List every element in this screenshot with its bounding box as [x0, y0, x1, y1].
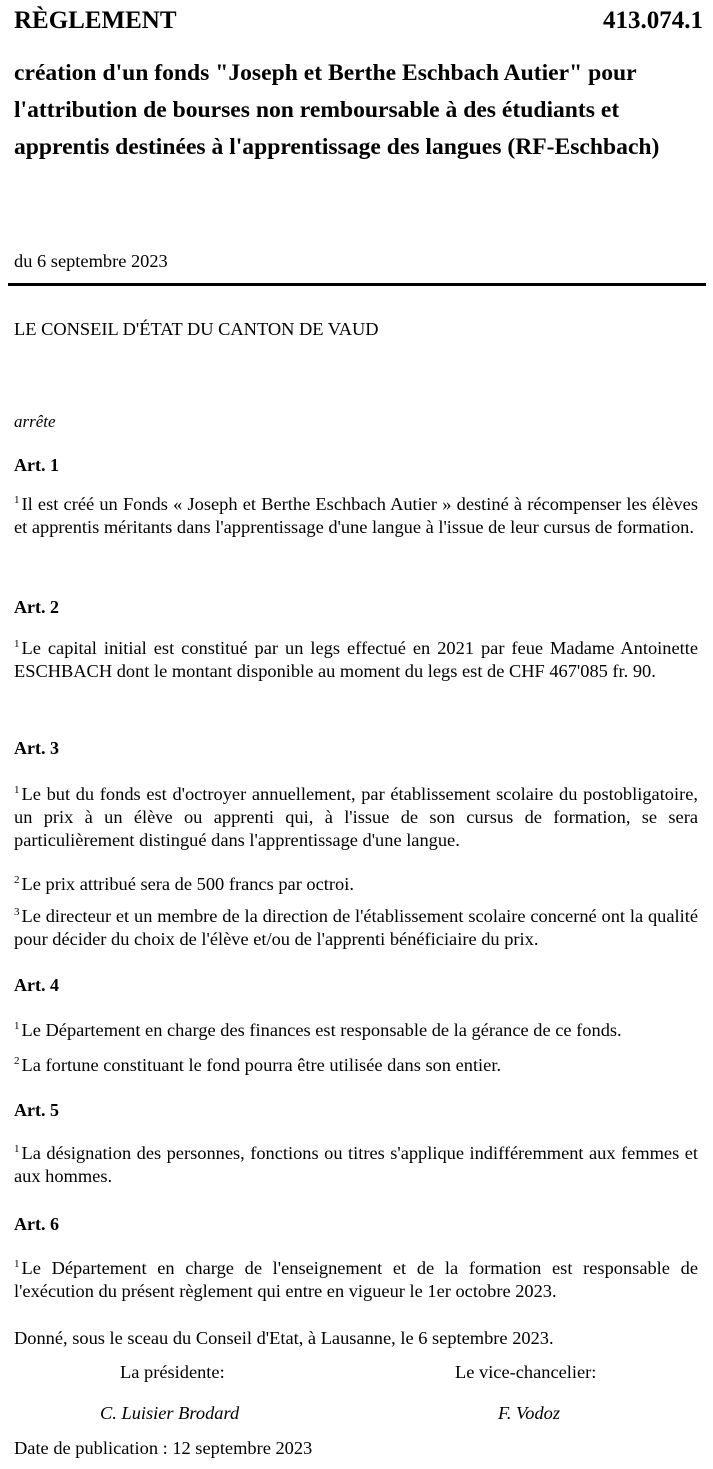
paragraph-text: Le directeur et un membre de la direction de l'établissement scolaire concerné ont la qualité pour décider du choix de l'élève et/ou de l'apprenti bénéficiaire du prix.: [14, 906, 698, 949]
article-heading: Art. 4: [14, 975, 59, 995]
issuing-authority: LE CONSEIL D'ÉTAT DU CANTON DE VAUD: [14, 319, 379, 339]
signatory-role-left: La présidente:: [120, 1362, 225, 1382]
closing-formula: Donné, sous le sceau du Conseil d'Etat, à Lausanne, le 6 septembre 2023.: [14, 1328, 554, 1348]
paragraph-number: 1: [14, 493, 20, 506]
article-paragraph: [14, 873, 698, 896]
paragraph-number: 2: [14, 1054, 20, 1067]
paragraph-number: 1: [14, 637, 20, 650]
paragraph-text: Le Département en charge des finances est responsable de la gérance de ce fonds.: [21, 1020, 622, 1040]
paragraph-text: Il est créé un Fonds « Joseph et Berthe Eschbach Autier » destiné à récompenser les élèves et apprentis méritants dans l'apprentissage d'une langue à l'issue de leur cursus de formation.: [14, 494, 698, 537]
document-title: création d'un fonds "Joseph et Berthe Eschbach Autier" pour l'attribution de bourses non remboursable à des étudiants et apprentis destinées à l'apprentissage des langues (RF-Eschbach): [14, 60, 660, 160]
paragraph-number: 1: [14, 1257, 20, 1270]
document-date: du 6 septembre 2023: [14, 251, 168, 271]
paragraph-text: La fortune constituant le fond pourra être utilisée dans son entier.: [21, 1055, 502, 1075]
publication-date: Date de publication : 12 septembre 2023: [14, 1438, 313, 1458]
paragraph-number: 1: [14, 783, 20, 796]
article-heading: Art. 6: [14, 1214, 59, 1234]
paragraph-text: Le prix attribué sera de 500 francs par octroi.: [21, 874, 354, 894]
paragraph-text: Le Département en charge de l'enseignement et de la formation est responsable de l'exécution du présent règlement qui entre en vigueur le 1er octobre 2023.: [14, 1258, 698, 1301]
article-paragraph: [14, 493, 698, 539]
paragraph-number: 2: [14, 873, 20, 886]
article-paragraph: [14, 1019, 698, 1042]
document-type: RÈGLEMENT: [14, 7, 177, 34]
paragraph-number: 3: [14, 905, 20, 918]
article-paragraph: [14, 1054, 698, 1077]
document-number: 413.074.1: [603, 7, 703, 34]
article-heading: Art. 1: [14, 455, 59, 475]
paragraph-number: 1: [14, 1142, 20, 1155]
signatory-role-right: Le vice-chancelier:: [455, 1362, 597, 1382]
decree-verb: arrête: [14, 412, 56, 431]
article-paragraph: [14, 905, 698, 951]
signatory-name-left: C. Luisier Brodard: [100, 1403, 240, 1423]
paragraph-text: Le but du fonds est d'octroyer annuellement, par établissement scolaire du postobligatoire, un prix à un élève ou apprenti qui, à l'issue de son cursus de formation, se sera particulièrement distingué dans l'apprentissage d'une langue.: [14, 784, 698, 850]
article-paragraph: [14, 1142, 698, 1188]
article-heading: Art. 2: [14, 597, 59, 617]
article-paragraph: [14, 783, 698, 852]
article-heading: Art. 3: [14, 738, 59, 758]
header-divider: [8, 283, 706, 286]
paragraph-text: La désignation des personnes, fonctions ou titres s'applique indifféremment aux femmes et aux hommes.: [14, 1143, 698, 1186]
paragraph-number: 1: [14, 1019, 20, 1032]
article-paragraph: [14, 1257, 698, 1303]
article-heading: Art. 5: [14, 1100, 59, 1120]
paragraph-text: Le capital initial est constitué par un legs effectué en 2021 par feue Madame Antoinette ESCHBACH dont le montant disponible au moment du legs est de CHF 467'085 fr. 90.: [14, 638, 698, 681]
signatory-name-right: F. Vodoz: [498, 1403, 560, 1423]
article-paragraph: [14, 637, 698, 683]
